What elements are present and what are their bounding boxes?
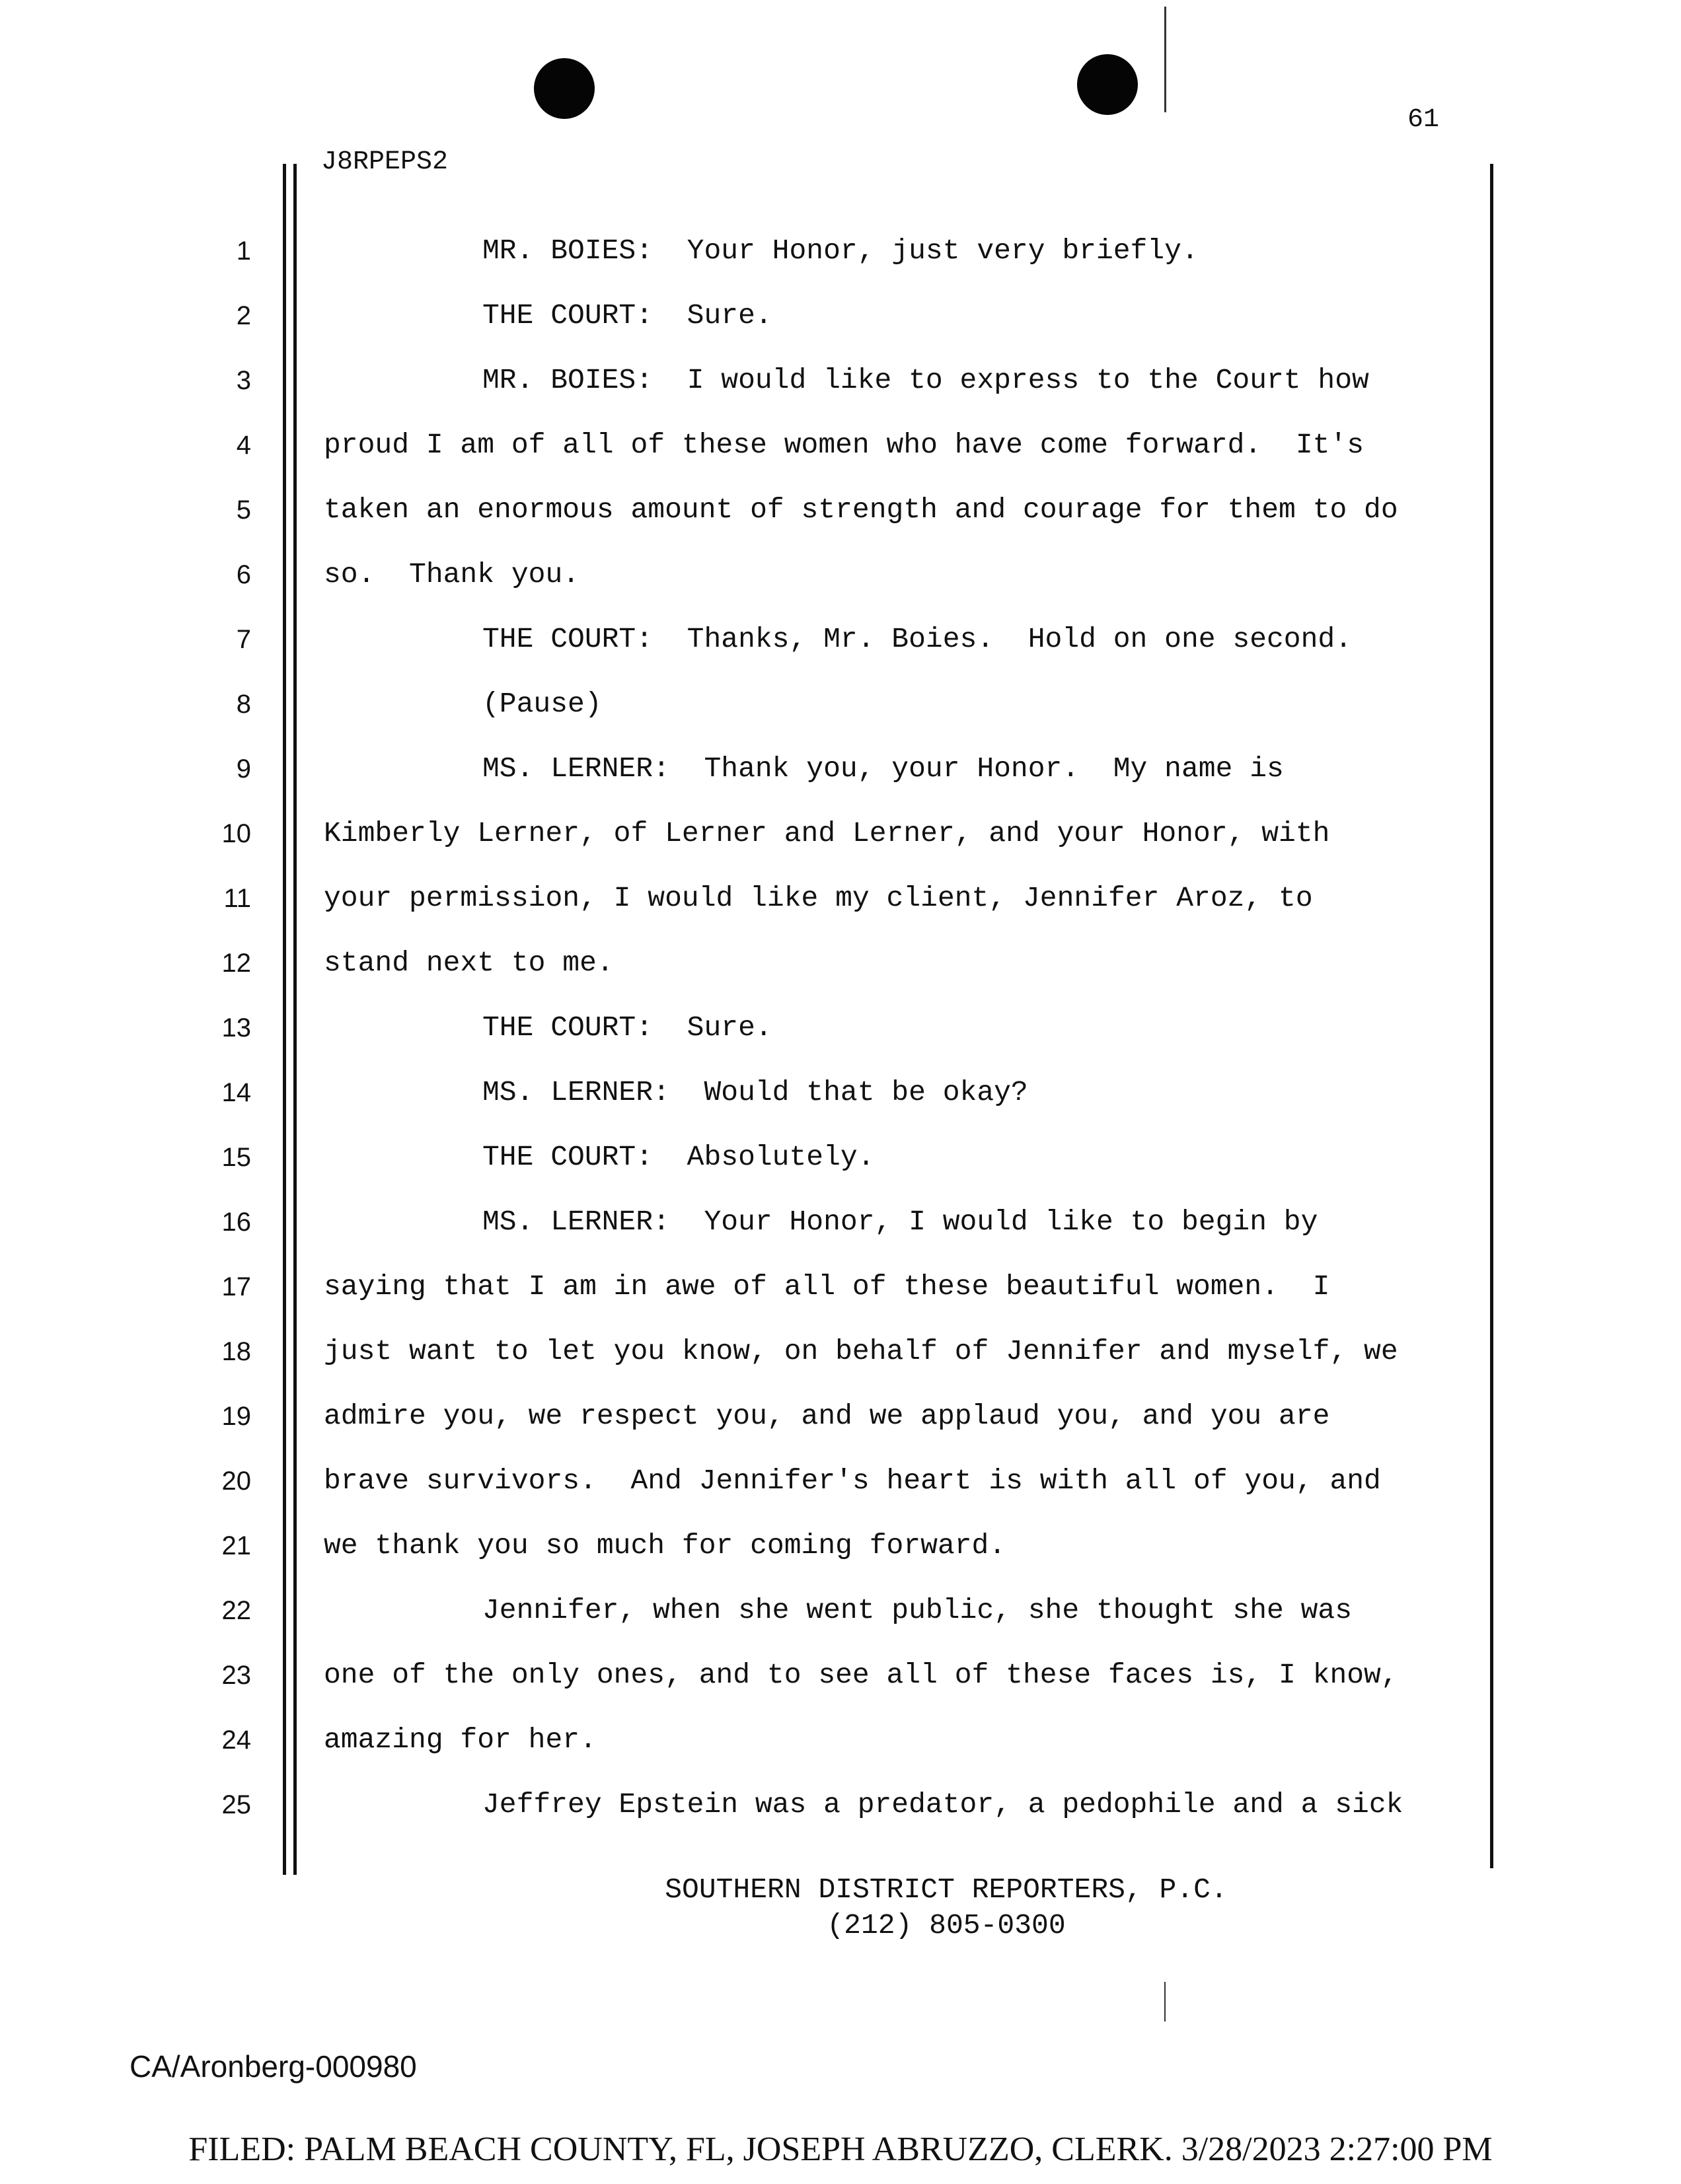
transcript-line bbox=[0, 1139, 1681, 1204]
case-identifier: J8RPEPS2 bbox=[321, 147, 449, 177]
line-number: 7 bbox=[236, 625, 251, 654]
line-number: 4 bbox=[236, 431, 251, 460]
line-text: we thank you so much for coming forward. bbox=[324, 1529, 1006, 1562]
line-text: Jeffrey Epstein was a predator, a pedophile and a sick bbox=[482, 1788, 1403, 1821]
transcript-line bbox=[0, 1074, 1681, 1139]
line-text: MR. BOIES: I would like to express to the Court how bbox=[482, 364, 1369, 396]
transcript-line bbox=[0, 1398, 1681, 1463]
line-text: taken an enormous amount of strength and courage for them to do bbox=[324, 493, 1398, 526]
line-number: 20 bbox=[221, 1467, 251, 1496]
line-number: 12 bbox=[221, 949, 251, 978]
punch-hole-right bbox=[1077, 54, 1138, 115]
line-number: 6 bbox=[236, 560, 251, 589]
page-number: 61 bbox=[1407, 105, 1440, 135]
transcript-line bbox=[0, 556, 1681, 621]
transcript-line bbox=[0, 945, 1681, 1009]
transcript-line bbox=[0, 1592, 1681, 1657]
line-text: THE COURT: Thanks, Mr. Boies. Hold on one second. bbox=[482, 623, 1353, 655]
bates-number: CA/Aronberg-000980 bbox=[130, 2049, 417, 2084]
line-text: stand next to me. bbox=[324, 947, 614, 979]
scan-artifact-line bbox=[1164, 1982, 1166, 2021]
line-number: 9 bbox=[236, 754, 251, 783]
line-text: so. Thank you. bbox=[324, 558, 580, 591]
line-number: 13 bbox=[221, 1013, 251, 1042]
transcript-line bbox=[0, 686, 1681, 750]
line-number: 11 bbox=[223, 884, 251, 913]
line-number: 10 bbox=[221, 819, 251, 848]
line-number: 17 bbox=[221, 1272, 251, 1301]
transcript-line bbox=[0, 491, 1681, 556]
line-number: 21 bbox=[221, 1531, 251, 1560]
transcript-line bbox=[0, 1204, 1681, 1268]
line-number: 2 bbox=[236, 301, 251, 330]
reporter-phone: (212) 805-0300 bbox=[827, 1909, 1066, 1942]
filed-stamp: FILED: PALM BEACH COUNTY, FL, JOSEPH ABRUZZO, CLERK. 3/28/2023 2:27:00 PM bbox=[188, 2130, 1493, 2168]
line-number: 22 bbox=[221, 1596, 251, 1625]
transcript-line bbox=[0, 815, 1681, 880]
transcript-line bbox=[0, 750, 1681, 815]
line-text: MS. LERNER: Thank you, your Honor. My name is bbox=[482, 752, 1284, 785]
line-text: one of the only ones, and to see all of these faces is, I know, bbox=[324, 1659, 1398, 1691]
transcript-line bbox=[0, 1657, 1681, 1722]
transcript-line bbox=[0, 1463, 1681, 1527]
transcript-line bbox=[0, 880, 1681, 945]
transcript-line bbox=[0, 1527, 1681, 1592]
line-text: Jennifer, when she went public, she thought she was bbox=[482, 1594, 1353, 1626]
line-number: 24 bbox=[221, 1726, 251, 1755]
transcript-line bbox=[0, 1786, 1681, 1851]
line-number: 5 bbox=[236, 495, 251, 525]
line-number: 25 bbox=[221, 1790, 251, 1819]
transcript-line bbox=[0, 1722, 1681, 1786]
line-text: proud I am of all of these women who have come forward. It's bbox=[324, 429, 1364, 461]
line-number: 15 bbox=[221, 1143, 251, 1172]
line-number: 23 bbox=[221, 1661, 251, 1690]
transcript-line bbox=[0, 621, 1681, 686]
line-number: 19 bbox=[221, 1402, 251, 1431]
transcript-line bbox=[0, 1333, 1681, 1398]
transcript-line bbox=[0, 233, 1681, 297]
line-text: admire you, we respect you, and we applaud you, and you are bbox=[324, 1400, 1330, 1432]
transcript-line bbox=[0, 297, 1681, 362]
line-text: (Pause) bbox=[482, 688, 602, 720]
line-number: 14 bbox=[221, 1078, 251, 1107]
line-text: saying that I am in awe of all of these beautiful women. I bbox=[324, 1270, 1330, 1303]
line-text: MS. LERNER: Your Honor, I would like to begin by bbox=[482, 1206, 1318, 1238]
line-number: 18 bbox=[221, 1337, 251, 1366]
court-reporter-block bbox=[0, 1872, 1681, 1944]
line-number: 3 bbox=[236, 366, 251, 395]
line-number: 8 bbox=[236, 690, 251, 719]
transcript-line bbox=[0, 1009, 1681, 1074]
transcript-body bbox=[0, 233, 1681, 1851]
line-text: amazing for her. bbox=[324, 1724, 597, 1756]
line-text: MR. BOIES: Your Honor, just very briefly. bbox=[482, 235, 1199, 267]
line-text: THE COURT: Sure. bbox=[482, 1011, 772, 1044]
line-text: brave survivors. And Jennifer's heart is with all of you, and bbox=[324, 1465, 1381, 1497]
line-text: just want to let you know, on behalf of Jennifer and myself, we bbox=[324, 1335, 1398, 1367]
line-text: MS. LERNER: Would that be okay? bbox=[482, 1076, 1028, 1109]
line-number: 16 bbox=[221, 1208, 251, 1237]
line-text: THE COURT: Absolutely. bbox=[482, 1141, 875, 1173]
transcript-line bbox=[0, 427, 1681, 491]
transcript-line bbox=[0, 362, 1681, 427]
line-number: 1 bbox=[236, 237, 251, 266]
scan-artifact-line bbox=[1164, 7, 1166, 112]
transcript-line bbox=[0, 1268, 1681, 1333]
line-text: Kimberly Lerner, of Lerner and Lerner, and your Honor, with bbox=[324, 817, 1330, 850]
line-text: your permission, I would like my client, Jennifer Aroz, to bbox=[324, 882, 1313, 914]
reporter-name: SOUTHERN DISTRICT REPORTERS, P.C. bbox=[665, 1874, 1228, 1906]
line-text: THE COURT: Sure. bbox=[482, 299, 772, 332]
punch-hole-left bbox=[534, 58, 595, 119]
